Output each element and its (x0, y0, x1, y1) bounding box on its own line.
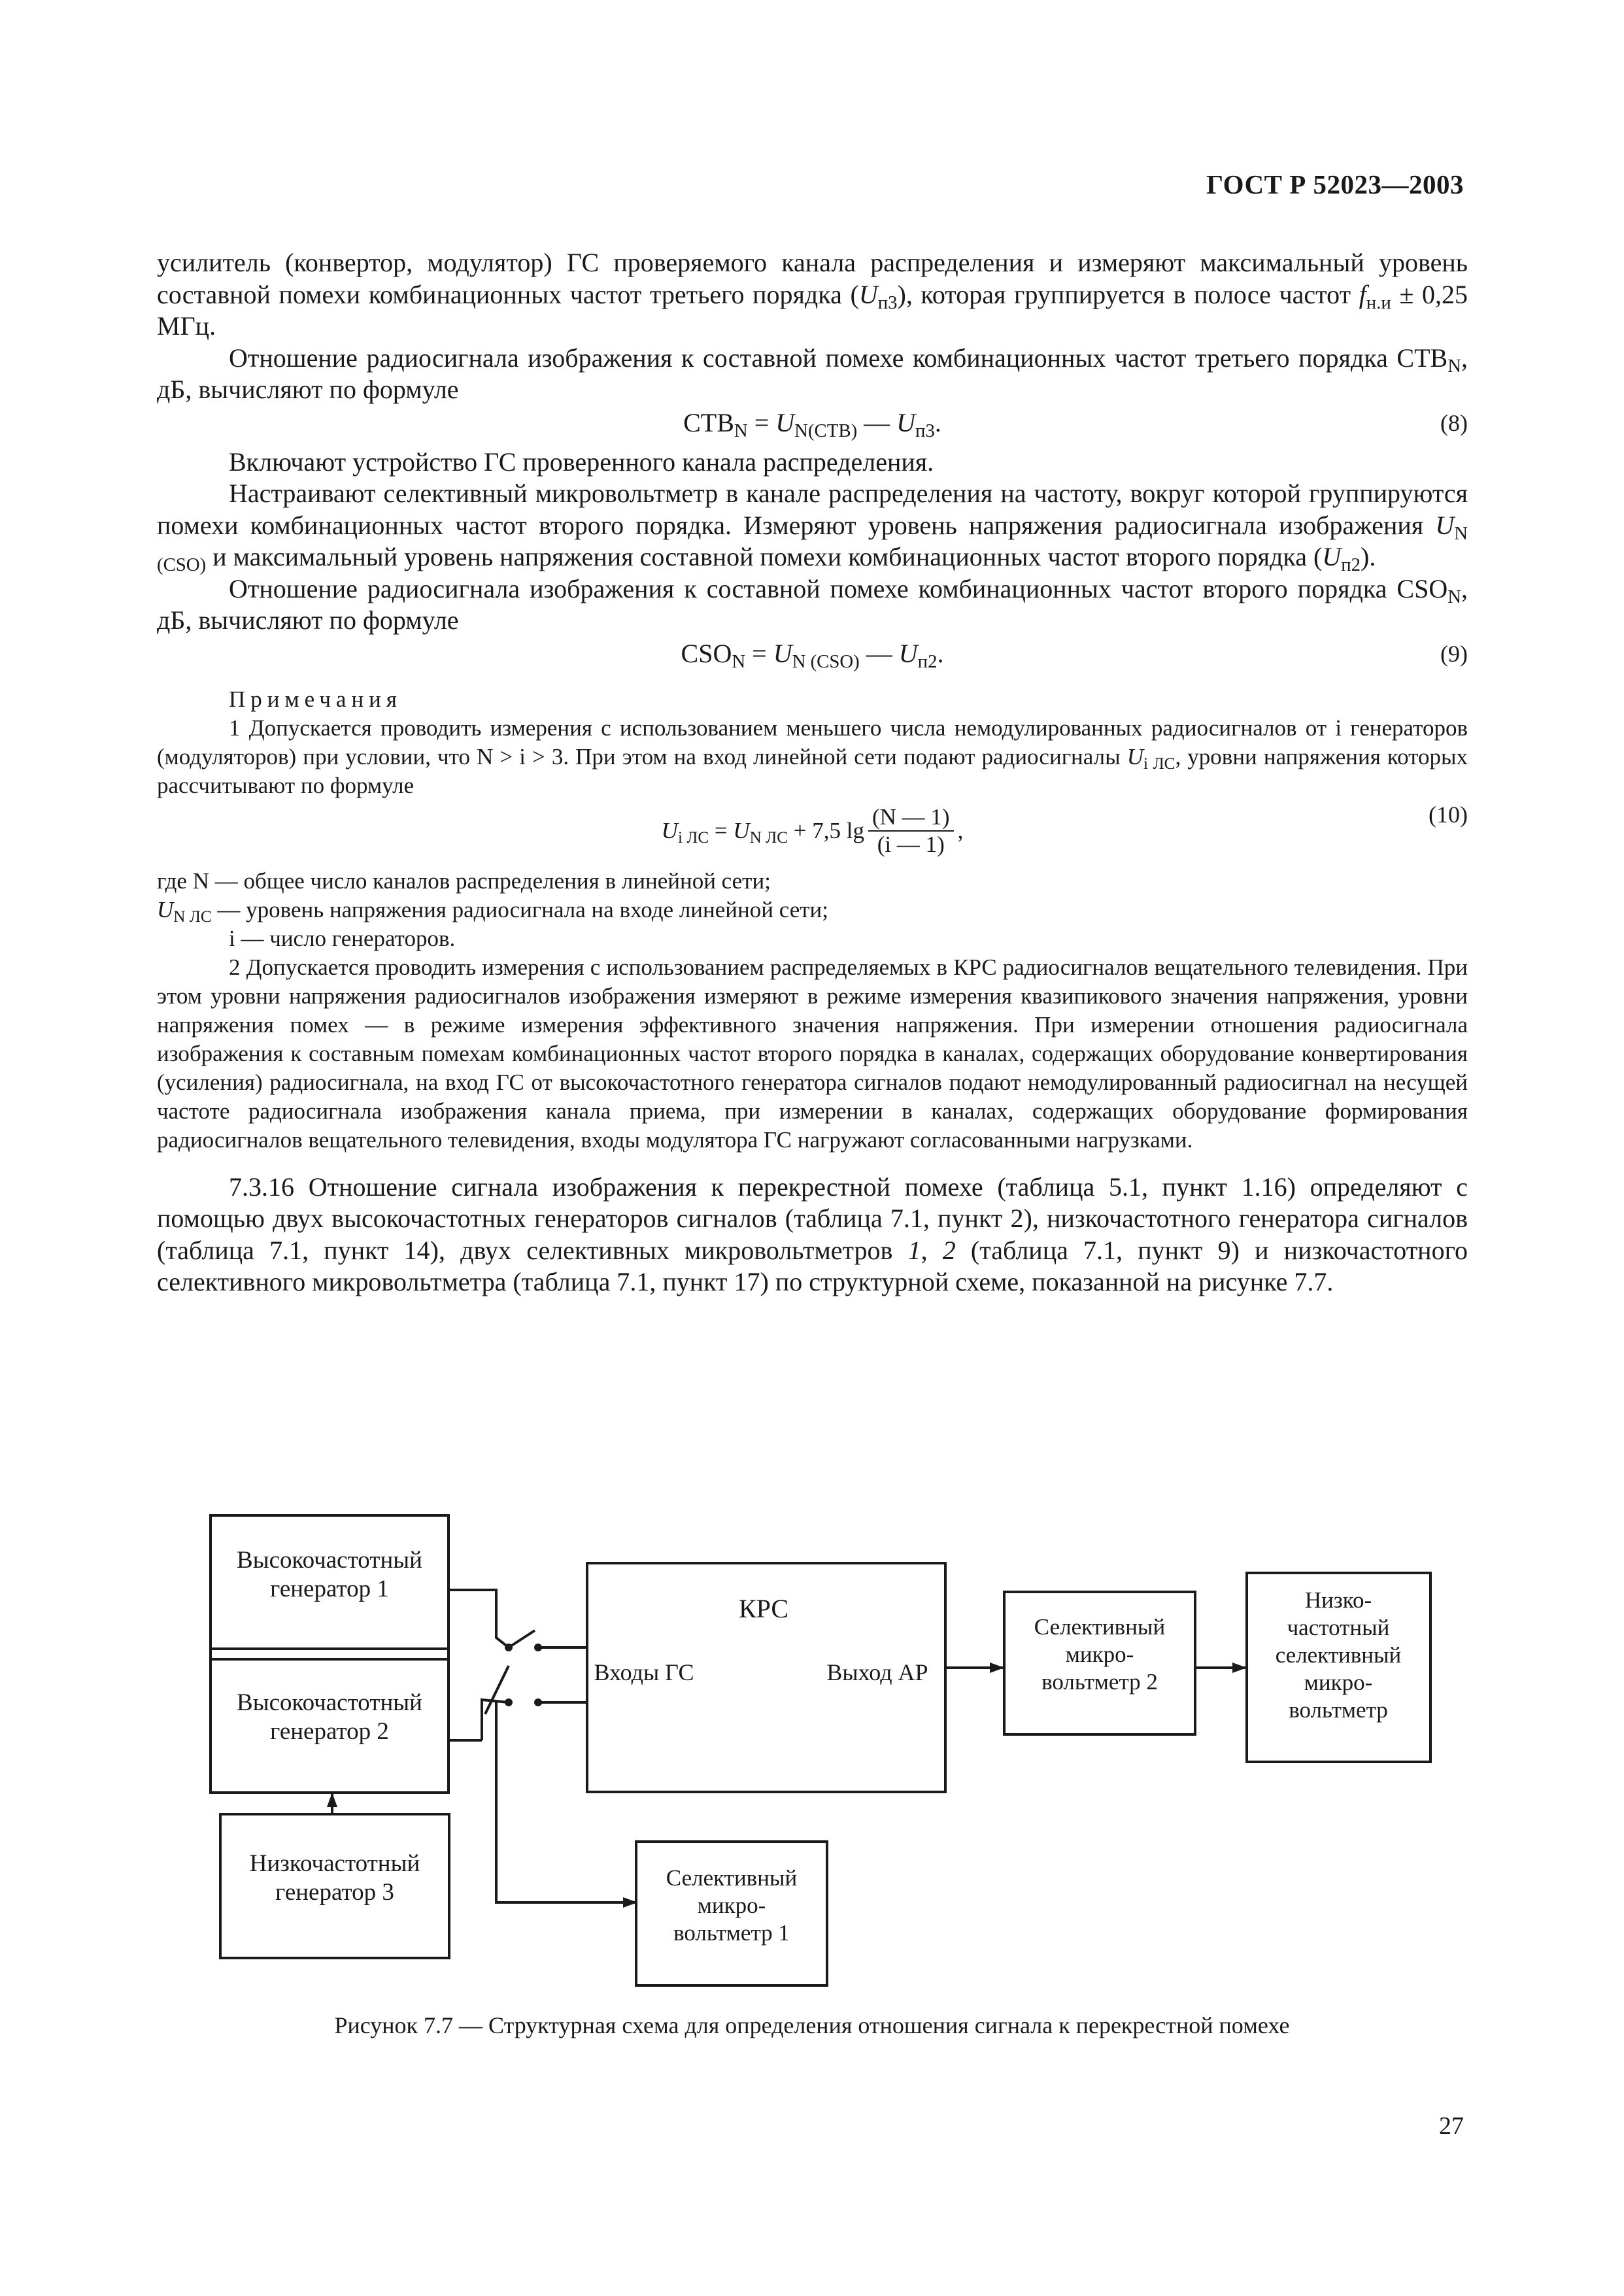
switch-contact (534, 1698, 542, 1706)
mv1-label-line-3: вольтметр 1 (673, 1920, 790, 1946)
mv1-label-line-2: микро- (697, 1893, 766, 1918)
equation-number: (10) (1429, 801, 1468, 828)
where-line-2: $U_{N ЛС}$ — уровень напряжения радиосигнала на входе линейной сети; (157, 896, 828, 926)
mv2-label-line-2: микро- (1065, 1642, 1134, 1667)
gen1-label-line-2: генератор 1 (270, 1576, 389, 1602)
switch-1 (509, 1630, 535, 1647)
gen3-label-line-2: генератор 3 (275, 1879, 394, 1906)
hf-generator-1-box (211, 1515, 448, 1659)
krs-title: КРС (738, 1594, 789, 1623)
lf-generator-3-box (220, 1814, 449, 1958)
lfmv-label-line-2: частотный (1287, 1615, 1390, 1640)
paragraph-1: усилитель (конвертор, модулятор) ГС проверяемого канала распределения и измеряют максимальный уровень составной помехи комбинационных частот третьего порядка $(U_{п3})$, которая группируется в полосе частот $f_{н.и} \pm 0,25$ МГц. (157, 248, 1468, 341)
note-1: 1 Допускается проводить измерения с использованием меньшего числа немодулированных радиосигналов от i генераторов (модуляторов) при условии, что N > i > 3. При этом на вход линейной сети подают радиосигналы $U_{i ЛС}$, уровни напряжения которых рассчитывают по формуле (157, 715, 1468, 798)
line-gen1-to-switch (448, 1590, 509, 1647)
krs-output-label: Выход АР (826, 1659, 928, 1685)
switch-contact (505, 1644, 513, 1651)
body-text (157, 247, 1468, 1298)
switch-2 (485, 1666, 509, 1714)
notes-heading: Примечания (229, 686, 403, 712)
mv1-label-line-1: Селективный (666, 1865, 798, 1891)
krs-box (587, 1563, 945, 1792)
paragraph-5: Отношение радиосигнала изображения к составной помехе комбинационных частот второго порядка $CSO_N$, дБ, вычисляют по формуле (157, 573, 1468, 635)
lf-selective-microvoltmeter-box (1247, 1573, 1430, 1762)
gen1-label-line-1: Высокочастотный (237, 1547, 422, 1574)
fraction: $\frac{(N — 1)}{(i — 1)}$ (868, 804, 954, 858)
equation-10: $U_{i ЛС} = U_{N ЛС} + 7,5$ lg $\frac{(N — 1)}{(i — 1)}$ , (10) (661, 801, 1468, 857)
document-header: ГОСТ Р 52023—2003 (1206, 169, 1464, 199)
switch-contact (505, 1698, 513, 1706)
line-branch-up (482, 1700, 509, 1740)
selective-microvoltmeter-1-box (636, 1842, 827, 1985)
lfmv-label-line-3: селективный (1275, 1642, 1402, 1668)
note-2: 2 Допускается проводить измерения с использованием распределяемых в КРС радиосигналов вещательного телевидения. При этом уровни напряжения радиосигналов изображения измеряют в режиме измерения квазипикового значения напряжения, уровни напряжения помех — в режиме измерения эффективного значения напряжения. При измерении отношения радиосигнала изображения к составным помехам комбинационных частот второго порядка в каналах, содержащих оборудование конвертирования (усиления) радиосигнала, на вход ГС от высокочастотного генератора сигналов подают немодулированный радиосигнал на несущей частоте радиосигнала изображения канала приема, при измерении в каналах, содержащих оборудование формирования радиосигналов вещательного телевидения, входы модулятора ГС нагружают согласованными нагрузками. (157, 954, 1468, 1153)
section-7-3-16: 7.3.16 Отношение сигнала изображения к перекрестной помехе (таблица 5.1, пункт 1.16) определяют с помощью двух высокочастотных генераторов сигналов (таблица 7.1, пункт 2), низкочастотного генератора сигналов (таблица 7.1, пункт 14), двух селективных микровольтметров 1, 2 (таблица 7.1, пункт 9) и низкочастотного селективного микровольтметра (таблица 7.1, пункт 17) по структурной схеме, показанной на рисунке 7.7. (157, 1172, 1468, 1296)
where-line-1: где N — общее число каналов распределения в линейной сети; (157, 868, 771, 894)
equation-8: $СТВ_N = U_{N(СТВ)}$ — $U_{п3}$. (8) (683, 407, 1468, 441)
lfmv-label-line-1: Низко- (1304, 1587, 1372, 1613)
switch-contact (534, 1644, 542, 1651)
equation-number: (8) (1440, 409, 1468, 436)
line-branch-to-mv1 (496, 1700, 636, 1902)
paragraph-4: Настраивают селективный микровольтметр в канале распределения на частоту, вокруг которой группируются помехи комбинационных частот второго порядка. Измеряют уровень напряжения радиосигнала изображения $U_{N (CSO)}$ и максимальный уровень напряжения составной помехи комбинационных частот второго порядка $(U_{п2})$. (157, 479, 1468, 576)
lfmv-label-line-5: вольтметр (1289, 1697, 1388, 1723)
paragraph-2: Отношение радиосигнала изображения к составной помехе комбинационных частот третьего порядка $СТВ_N$, дБ, вычисляют по формуле (157, 343, 1468, 404)
notes-block (157, 685, 1468, 1155)
mv2-label-line-1: Селективный (1034, 1614, 1166, 1640)
paragraph-3: Включают устройство ГС проверенного канала распределения. (229, 447, 934, 477)
equation-9: $CSO_N = U_{N (CSO)}$ — $U_{п2}$. (9) (681, 638, 1468, 672)
figure-caption: Рисунок 7.7 — Структурная схема для определения отношения сигнала к перекрестной помехе (334, 2012, 1290, 2038)
where-line-3: i — число генераторов. (229, 925, 456, 951)
krs-inputs-label: Входы ГС (594, 1659, 694, 1685)
equation-number: (9) (1440, 640, 1468, 667)
hf-generator-2-box (211, 1649, 448, 1793)
selective-microvoltmeter-2-box (1004, 1592, 1195, 1734)
gen3-label-line-1: Низкочастотный (249, 1850, 420, 1877)
page-number: 27 (1439, 2112, 1464, 2140)
gen2-label-line-1: Высокочастотный (237, 1689, 422, 1716)
mv2-label-line-3: вольтметр 2 (1041, 1669, 1158, 1695)
lfmv-label-line-4: микро- (1304, 1670, 1373, 1695)
gen2-label-line-2: генератор 2 (270, 1718, 389, 1745)
